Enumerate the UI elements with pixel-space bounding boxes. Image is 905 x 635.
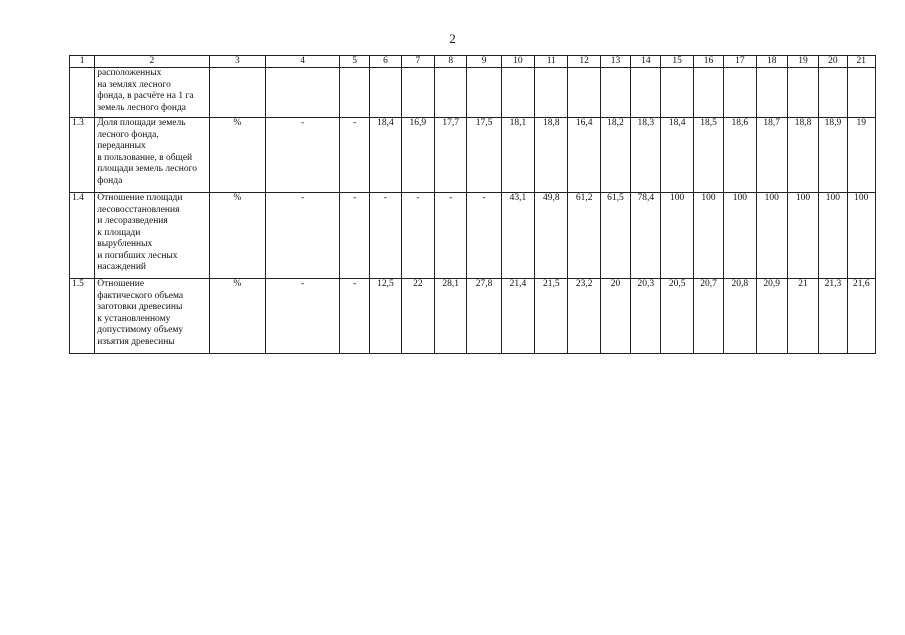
indicator-name-line: вырубленных bbox=[97, 239, 153, 249]
value-cell: 20,5 bbox=[661, 279, 693, 354]
value-cell: 18,4 bbox=[370, 118, 401, 193]
value-cell bbox=[401, 68, 434, 118]
value-cell: 17,7 bbox=[435, 118, 467, 193]
value-cell: - bbox=[370, 193, 401, 279]
column-5-cell: - bbox=[339, 193, 369, 279]
unit-cell bbox=[209, 68, 266, 118]
column-number-cell: 9 bbox=[467, 56, 501, 68]
indicator-name-line: лесовосстановления bbox=[97, 204, 180, 215]
row-index-cell: 1.3 bbox=[70, 118, 95, 193]
table-row bbox=[70, 279, 876, 354]
value-cell: 20,3 bbox=[631, 279, 661, 354]
value-cell: 100 bbox=[847, 193, 875, 279]
value-cell: 20,8 bbox=[724, 279, 756, 354]
value-cell: 28,1 bbox=[435, 279, 467, 354]
column-number-cell: 20 bbox=[819, 56, 847, 68]
value-cell: 18,8 bbox=[787, 118, 818, 193]
row-index-cell: 1.4 bbox=[70, 193, 95, 279]
value-cell bbox=[661, 68, 693, 118]
value-cell: 21 bbox=[787, 279, 818, 354]
value-cell: 49,8 bbox=[535, 193, 568, 279]
indicator-name-line: к установленному bbox=[97, 313, 171, 324]
column-number-cell: 19 bbox=[787, 56, 818, 68]
column-4-cell: - bbox=[266, 193, 340, 279]
column-number-cell: 7 bbox=[401, 56, 434, 68]
value-cell bbox=[693, 68, 723, 118]
value-cell: 18,2 bbox=[600, 118, 630, 193]
indicator-name-line: и погибших лесных bbox=[97, 250, 178, 261]
value-cell: 18,4 bbox=[661, 118, 693, 193]
indicator-name-line: допустимому объему bbox=[97, 325, 184, 335]
column-4-cell: - bbox=[266, 279, 340, 354]
value-cell bbox=[568, 68, 600, 118]
indicator-name-line: и лесоразведения bbox=[97, 216, 168, 226]
value-cell: 18,1 bbox=[501, 118, 534, 193]
unit-cell: % bbox=[209, 279, 266, 354]
value-cell: 21,3 bbox=[819, 279, 847, 354]
indicator-name-cell bbox=[95, 118, 209, 193]
value-cell bbox=[756, 68, 787, 118]
column-number-cell: 15 bbox=[661, 56, 693, 68]
value-cell: 18,6 bbox=[724, 118, 756, 193]
value-cell bbox=[467, 68, 501, 118]
column-number-cell: 1 bbox=[70, 56, 95, 68]
indicator-name-line: земель лесного фонда bbox=[97, 102, 186, 113]
column-number-cell: 13 bbox=[600, 56, 630, 68]
column-number-cell: 17 bbox=[724, 56, 756, 68]
indicator-name-line: площади земель лесного bbox=[97, 164, 197, 174]
column-number-cell: 5 bbox=[339, 56, 369, 68]
unit-cell: % bbox=[209, 193, 266, 279]
value-cell: 43,1 bbox=[501, 193, 534, 279]
value-cell: 21,4 bbox=[501, 279, 534, 354]
indicator-name-line: изъятия древесины bbox=[97, 336, 175, 347]
column-5-cell bbox=[339, 68, 369, 118]
indicator-name-line: расположенных bbox=[97, 68, 162, 78]
value-cell: 17,5 bbox=[467, 118, 501, 193]
table-row bbox=[70, 68, 876, 118]
value-cell: 18,9 bbox=[819, 118, 847, 193]
indicator-name-line: на землях лесного bbox=[97, 79, 171, 90]
value-cell: - bbox=[435, 193, 467, 279]
value-cell: 18,3 bbox=[631, 118, 661, 193]
value-cell bbox=[535, 68, 568, 118]
value-cell: 16,9 bbox=[401, 118, 434, 193]
value-cell bbox=[819, 68, 847, 118]
table-row bbox=[70, 118, 876, 193]
value-cell: 20 bbox=[600, 279, 630, 354]
column-number-cell: 11 bbox=[535, 56, 568, 68]
value-cell: 22 bbox=[401, 279, 434, 354]
value-cell: 100 bbox=[756, 193, 787, 279]
column-number-cell: 8 bbox=[435, 56, 467, 68]
column-4-cell: - bbox=[266, 118, 340, 193]
column-number-cell: 10 bbox=[501, 56, 534, 68]
indicator-name-line: Отношение площади bbox=[97, 193, 183, 203]
indicator-name-line: фонда, в расчёте на 1 га bbox=[97, 91, 194, 101]
value-cell bbox=[787, 68, 818, 118]
value-cell bbox=[501, 68, 534, 118]
indicator-name-line: переданных bbox=[97, 141, 146, 151]
column-5-cell: - bbox=[339, 118, 369, 193]
indicator-name-line: к площади bbox=[97, 227, 141, 238]
indicator-name-line: в пользование, в общей bbox=[97, 152, 193, 163]
unit-cell: % bbox=[209, 118, 266, 193]
value-cell: 100 bbox=[724, 193, 756, 279]
indicator-name-line: насаждений bbox=[97, 262, 146, 272]
value-cell: 100 bbox=[661, 193, 693, 279]
column-number-cell: 18 bbox=[756, 56, 787, 68]
indicator-name-cell bbox=[95, 193, 209, 279]
column-number-cell: 16 bbox=[693, 56, 723, 68]
value-cell: 20,7 bbox=[693, 279, 723, 354]
column-4-cell bbox=[266, 68, 340, 118]
value-cell: 100 bbox=[787, 193, 818, 279]
value-cell: 61,5 bbox=[600, 193, 630, 279]
column-number-cell: 21 bbox=[847, 56, 875, 68]
value-cell bbox=[370, 68, 401, 118]
column-number-cell: 4 bbox=[266, 56, 340, 68]
value-cell: 78,4 bbox=[631, 193, 661, 279]
value-cell bbox=[600, 68, 630, 118]
column-number-cell: 12 bbox=[568, 56, 600, 68]
column-5-cell: - bbox=[339, 279, 369, 354]
value-cell: 16,4 bbox=[568, 118, 600, 193]
indicator-name-line: заготовки древесины bbox=[97, 302, 183, 312]
value-cell: 12,5 bbox=[370, 279, 401, 354]
value-cell bbox=[847, 68, 875, 118]
indicator-name-line: фактического объема bbox=[97, 290, 184, 301]
value-cell: 61,2 bbox=[568, 193, 600, 279]
row-index-cell bbox=[70, 68, 95, 118]
column-number-row bbox=[70, 56, 876, 68]
column-number-cell: 3 bbox=[209, 56, 266, 68]
indicators-table bbox=[69, 55, 876, 354]
indicator-name-cell bbox=[95, 279, 209, 354]
value-cell: 18,7 bbox=[756, 118, 787, 193]
value-cell: 18,8 bbox=[535, 118, 568, 193]
value-cell: 100 bbox=[819, 193, 847, 279]
value-cell: 23,2 bbox=[568, 279, 600, 354]
value-cell: 27,8 bbox=[467, 279, 501, 354]
indicator-name-line: фонда bbox=[97, 175, 123, 186]
table-row bbox=[70, 193, 876, 279]
value-cell: 100 bbox=[693, 193, 723, 279]
value-cell: - bbox=[467, 193, 501, 279]
value-cell: 18,5 bbox=[693, 118, 723, 193]
indicator-name-line: Доля площади земель bbox=[97, 118, 186, 128]
value-cell bbox=[435, 68, 467, 118]
value-cell bbox=[631, 68, 661, 118]
row-index-cell: 1.5 bbox=[70, 279, 95, 354]
indicator-name-line: лесного фонда, bbox=[97, 129, 159, 140]
value-cell bbox=[724, 68, 756, 118]
value-cell: 19 bbox=[847, 118, 875, 193]
column-number-cell: 2 bbox=[95, 56, 209, 68]
value-cell: 21,6 bbox=[847, 279, 875, 354]
value-cell: 21,5 bbox=[535, 279, 568, 354]
page-number: 2 bbox=[449, 31, 456, 46]
column-number-cell: 6 bbox=[370, 56, 401, 68]
table-body bbox=[70, 56, 876, 354]
column-number-cell: 14 bbox=[631, 56, 661, 68]
value-cell: 20,9 bbox=[756, 279, 787, 354]
value-cell: - bbox=[401, 193, 434, 279]
indicator-name-line: Отношение bbox=[97, 279, 145, 289]
indicator-name-cell bbox=[95, 68, 209, 118]
